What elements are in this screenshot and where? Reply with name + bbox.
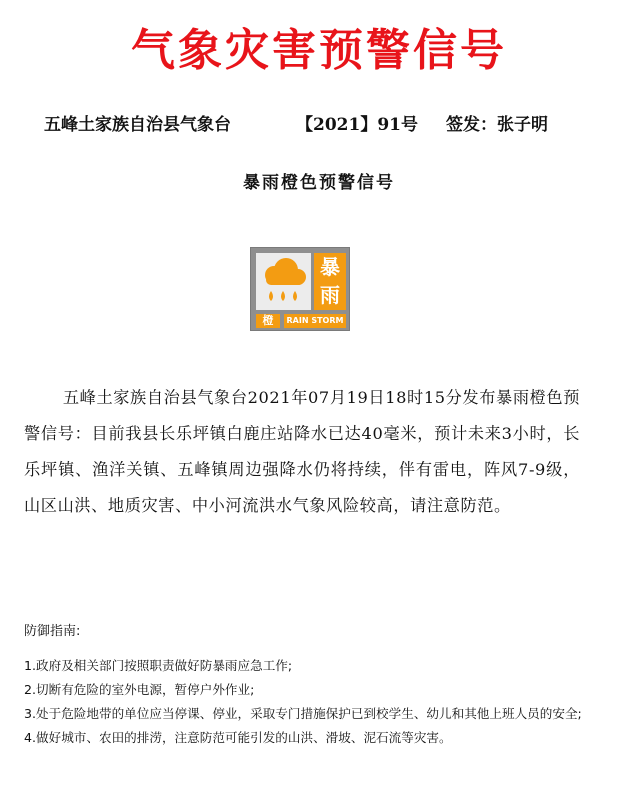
warning-body: 五峰土家族自治县气象台2021年07月19日18时15分发布暴雨橙色预警信号：目前我县长乐坪镇白鹿庄站降水已达40毫米，预计未来3小时，长乐坪镇、渔洋关镇、五峰镇周边强降水仍将持续，伴有雷电，阵风7-9级，山区山洪、地质灾害、中小河流洪水气象风险较高，请注意防范。 [24, 388, 580, 515]
icon-level-char: 橙 [256, 314, 280, 328]
warning-subtitle: 暴雨橙色预警信号 [243, 173, 395, 193]
icon-char-yu: 雨 [320, 283, 340, 307]
rainstorm-orange-warning-icon [250, 247, 350, 331]
guide-heading: 防御指南: [24, 624, 81, 639]
icon-rainstorm-chars [314, 253, 346, 310]
icon-english-label: RAIN STORM [284, 314, 346, 328]
guide-item: 2.切断有危险的室外电源，暂停户外作业; [24, 682, 255, 697]
guide-item: 1.政府及相关部门按照职责做好防暴雨应急工作; [24, 658, 293, 673]
guide-item: 4.做好城市、农田的排涝，注意防范可能引发的山洪、滑坡、泥石流等灾害。 [24, 730, 452, 745]
page-title: 气象灾害预警信号 [131, 25, 507, 76]
icon-char-bao: 暴 [320, 255, 340, 279]
issuer-name: 五峰土家族自治县气象台 [44, 115, 231, 135]
doc-number: 【2021】91号 [296, 115, 418, 135]
header-meta [0, 110, 638, 134]
signer: 签发：张子明 [446, 115, 548, 135]
cloud-rain-icon [256, 253, 311, 310]
guide-list [24, 654, 594, 750]
guide-item: 3.处于危险地带的单位应当停课、停业，采取专门措施保护已到校学生、幼儿和其他上班人员的安全; [24, 706, 582, 721]
